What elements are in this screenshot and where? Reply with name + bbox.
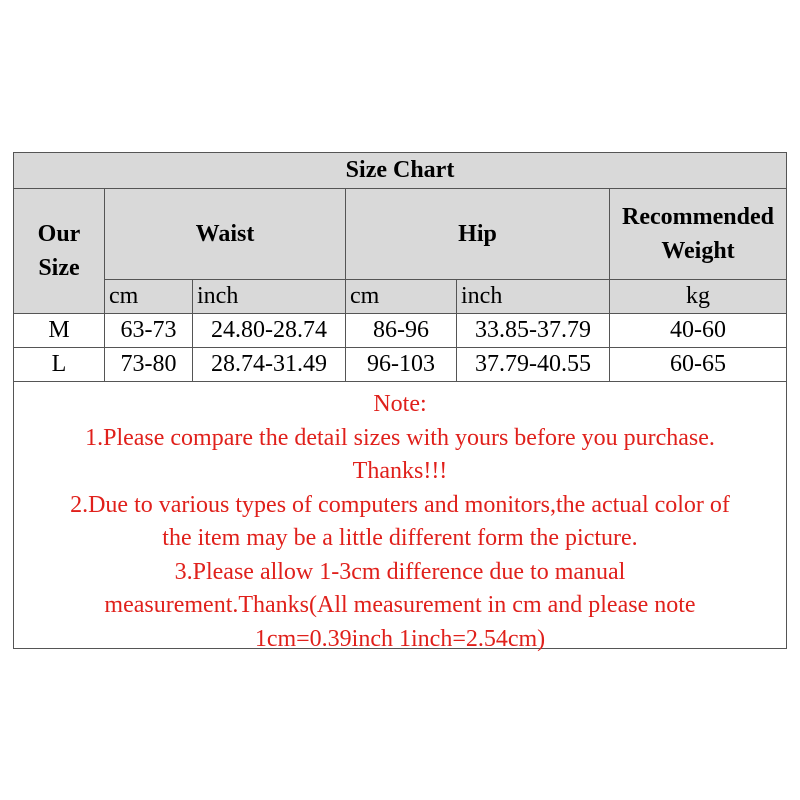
row-l-waist-cm: 73-80 (120, 351, 177, 377)
header-our-size-line1: Our (37, 221, 81, 247)
row-l-hip-inch: 37.79-40.55 (475, 351, 591, 377)
note-line: the item may be a little different form the picture. (162, 525, 638, 551)
grid-line (104, 279, 786, 280)
grid-line (14, 313, 786, 314)
row-l-hip-cm: 96-103 (367, 351, 435, 377)
note-line: measurement.Thanks(All measurement in cm and please note (104, 592, 696, 618)
header-weight-line1: Recommended (622, 204, 774, 230)
row-l-weight: 60-65 (670, 351, 726, 377)
grid-line (14, 347, 786, 348)
row-l-waist-inch: 28.74-31.49 (211, 351, 327, 377)
note-line: 2.Due to various types of computers and monitors,the actual color of (70, 491, 730, 518)
grid-line (104, 188, 105, 382)
grid-line (14, 188, 786, 189)
unit-hip-cm: cm (346, 280, 456, 313)
header-hip: Hip (346, 189, 609, 279)
note-line: 3.Please allow 1-3cm difference due to manual (174, 558, 626, 585)
unit-weight-kg: kg (610, 280, 786, 313)
chart-title: Size Chart (14, 153, 786, 188)
note-line: 1cm=0.39inch 1inch=2.54cm) (254, 625, 546, 652)
header-recommended-weight (610, 189, 786, 279)
row-m-waist-cm: 63-73 (120, 317, 177, 343)
header-our-size (14, 189, 104, 313)
row-l-size: L (51, 351, 67, 377)
row-m-waist-inch: 24.80-28.74 (211, 317, 327, 343)
header-waist: Waist (105, 189, 345, 279)
note-line: Thanks!!! (352, 458, 448, 484)
grid-line (609, 188, 610, 382)
row-m-size: M (48, 317, 70, 343)
grid-line (456, 279, 457, 382)
header-our-size-line2: Size (38, 255, 80, 281)
note-line: 1.Please compare the detail sizes with yours before you purchase. (85, 424, 715, 451)
notes-section (14, 382, 786, 652)
row-m-hip-inch: 33.85-37.79 (475, 317, 591, 343)
row-m-weight: 40-60 (670, 317, 726, 343)
header-weight-line2: Weight (661, 238, 735, 264)
unit-hip-inch: inch (457, 280, 609, 313)
unit-waist-cm: cm (105, 280, 192, 313)
row-m-hip-cm: 86-96 (373, 317, 429, 343)
grid-line (192, 279, 193, 382)
note-line: Note: (373, 391, 427, 417)
unit-waist-inch: inch (193, 280, 345, 313)
size-chart-table (13, 152, 787, 652)
grid-line (345, 188, 346, 382)
